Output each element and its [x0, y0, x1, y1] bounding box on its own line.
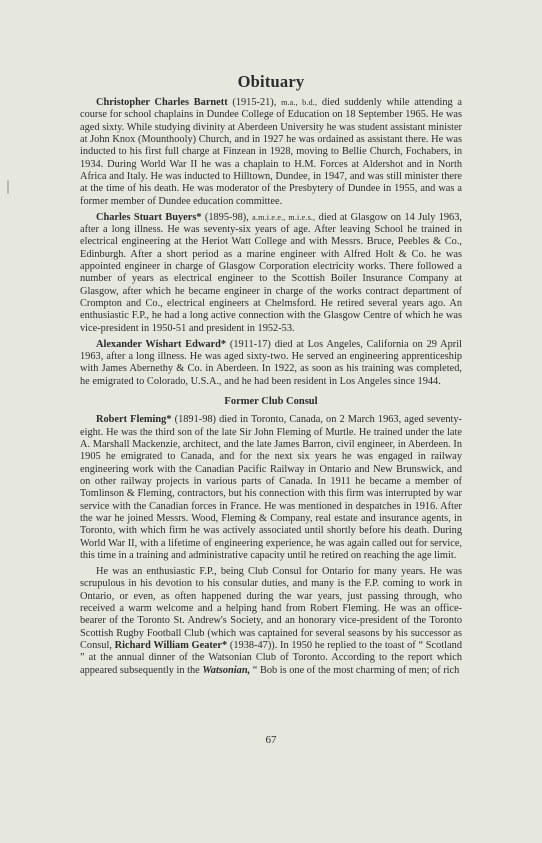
- page-edge-mark: [7, 180, 9, 194]
- entry-degrees: a.m.i.e.e., m.i.e.s.,: [252, 212, 316, 222]
- entry-text: “ Bob is one of the most charming of men; of rich: [250, 664, 460, 676]
- entry-years: (1911-17): [226, 338, 271, 350]
- obituary-entry-buyers: [80, 212, 462, 335]
- entry-years: (1915-21),: [227, 97, 282, 108]
- entry-name: Alexander Wishart Edward*: [96, 338, 227, 350]
- entry-text: died at Glasgow on 14 July 1963, after a long illness. He was seventy-six years of age. After leaving School he trained in electrical engineering at the Heriot Watt College and with Messrs. Bruce, Peebles & Co., Edinburgh. After a short period as a marine engineer with Alfred Holt & Co. he was appointed engineer in charge of Glasgow Corporation electricity works. There followed a number of years as electrical engineer to the Scottish Boiler Insurance Company at Glasgow, after which he became engineer in charge of the works contract department of Crompton and Co., electrical engineers at Chelmsford. He retired several years ago. An enthusiastic F.P., he had a long active connection with the Glasgow Centre of which he was vice-president in 1950-51 and president in 1952-53.: [80, 211, 462, 334]
- entry-text: died suddenly while attending a course for school chaplains in Dundee College of Education on 18 September 1965. He was aged sixty. While studying divinity at Aberdeen University he was student assistant minister at John Knox (Mounthooly) Church, and in 1927 he was ordained as assistant there. He was inducted to his first full charge at Finzean in 1928, moving to Bellie Church, Fochabers, in 1934. During World War II he was a chaplain to H.M. Forces at Aldershot and in North Africa and Italy. He was inducted to Hilltown, Dundee, in 1947, and was still minister there at the time of his death. He was moderator of the Presbytery of Dundee in 1955, and was a former member of Dundee education committee.: [80, 97, 463, 207]
- entry-years: (1895-98),: [201, 211, 253, 223]
- entry-text: He was an enthusiastic F.P., being Club Consul for Ontario for many years. He was scrupulous in his devotion to his consular duties, and many is the F.P. coming to work in Ontario, or even, as often happened during the war years, just passing through, who received a warm welcome and a helping hand from Robert Fleming. He was an office-bearer of the Toronto St. Andrew's Society, and an honorary vice-president of the Toronto Scottish Rugby Football Club (which was captained for several seasons by his successor as Consul,: [80, 565, 462, 651]
- entry-text: died at Los Angeles, California on 29 April 1963, after a long illness. He was aged sixty-two. He served an engineering apprenticeship with James Abernethy & Co. in Aberdeen. In 1922, as soon as his training was completed, he emigrated to Colorado, U.S.A., and he had been resident in Los Angeles since 1944.: [80, 338, 462, 387]
- section-heading: Former Club Consul: [224, 395, 318, 407]
- successor-name: Richard William Geater*: [114, 639, 228, 651]
- entry-text: (1891-98) died in Toronto, Canada, on 2 March 1963, aged seventy-eight. He was the third son of the late Sir John Fleming of Murtle. He trained under the late A. Marshall Mackenzie, architect, and the late James Barron, civil engineer, in Aberdeen. In 1905 he emigrated to Canada, and for the next six years he was engaged in railway engineering work with the Canadian Pacific Railway in Ontario and New Brunswick, and on other railway projects in various parts of Canada. In 1911 he became a member of Tomlinson & Fleming, contractors, but his connection with this firm was interrupted by war service with the Canadian forces in France. He was mentioned in despatches in 1916. After the war he joined Messrs. Wood, Fleming & Company, real estate and insurance agents, in Toronto, with which firm he was actively associated until shortly before his death. During World War II, with a lifetime of engineering experience, he was again called out for service, this time in a training and administrative capacity until he retired on reaching the age limit.: [80, 414, 462, 562]
- obituary-content: [80, 97, 462, 680]
- publication-title: Watsonian,: [202, 664, 251, 676]
- entry-name: Christopher Charles Barnett: [96, 97, 228, 108]
- entry-degrees: m.a., b.d.,: [281, 98, 318, 107]
- obituary-entry-fleming: [80, 414, 462, 562]
- obituary-entry-edward: [80, 339, 462, 388]
- obituary-entry-barnett: [80, 97, 462, 208]
- entry-name: Robert Fleming*: [96, 414, 172, 426]
- page-number: 67: [265, 734, 277, 746]
- page-title: Obituary: [237, 72, 305, 91]
- entry-text: (1938-47)). In 1950 he replied to the toast of “ Scotland ” at the annual dinner of the Watsonian Club of Toronto. According to the report which appeared subsequently in the: [80, 639, 462, 676]
- entry-name: Charles Stuart Buyers*: [96, 211, 202, 223]
- obituary-entry-fleming-continued: [80, 566, 462, 677]
